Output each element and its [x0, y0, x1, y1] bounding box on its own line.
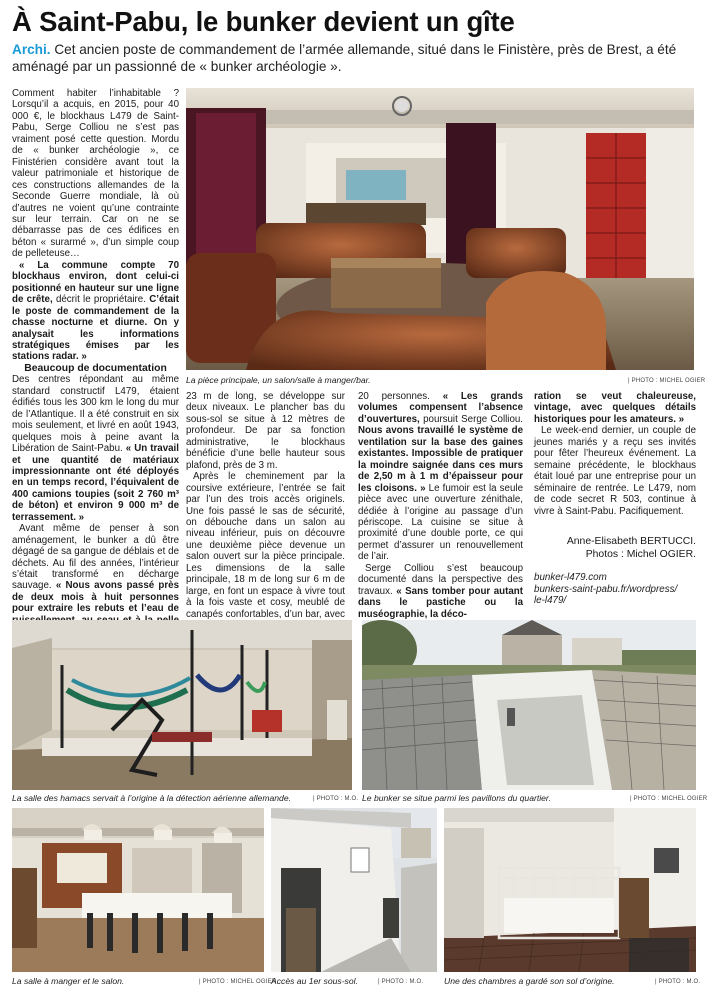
quote: « Un travail et une quantité de matériaux impressionnante ont été déployés en un temps record, l’équivalent de 400 camions toupies (soit 2 760 m³ de béton) et environ 9 000 m³ de terrassement. » — [12, 443, 179, 523]
paragraph: Le week-end dernier, un couple de jeunes mariés y a reçu ses invités pour fêter l’heureux événement. La semaine précédente, le blockhaus était loué par une entreprise pour un séminaire de rentrée. Le L479, nom de code secret R 503, continue à vivre à Saint-Pabu. Pacifiquement. — [534, 425, 696, 517]
photo-caption: Le bunker se situe parmi les pavillons du quartier. — [362, 793, 551, 803]
photo-credit: | PHOTO : M.O. — [313, 796, 359, 802]
paragraph: 23 m de long, se développe sur deux niveaux. Le plancher bas du sous-sol se situe à 12 mètres de profondeur. De par sa fonction administrative, le blockhaus bénéficie d’une belle hauteur sous plafond, près de 3 m. — [186, 391, 345, 471]
quote: « Nous avons passé près de deux mois à huit personnes pour extraire les rebuts et l’eau de — [12, 580, 179, 615]
photo-caption: La pièce principale, un salon/salle à manger/bar. — [186, 375, 371, 385]
paragraph: Comment habiter l’inhabitable ? Lorsqu’il a acquis, en 2015, pour 40 000 €, le blockhaus L479 de Saint-Pabu, Serge Colliou ne s’est pas vraiment posé cette question. Mordu de « bunker archéologie », ce Finistérien considère avant tout la valeur patrimoniale et historique de ces constructions allemandes de la Seconde Guerre mondiale, là où d’autres ne voient qu’une contrainte sur leur terrain. Car on ne se débarrasse pas de ces édifices en béton « surarmé », d’un simple coup de pelleteuse… — [12, 88, 179, 260]
author: Anne-Elisabeth BERTUCCI. — [566, 536, 696, 547]
quote: « Sans tomber pour autant dans le pastiche ou la muséographie, la déco- — [358, 585, 523, 620]
paragraph-text: Le fumoir est la seule pièce avec une ouverture zénithale, dédiée à l’origine au passage d’un périscope. La cuisine se situe à proximité d’une double porte, ce qui permet d’assurer un renouvellement de l’air. — [358, 482, 523, 563]
photo-caption: Une des chambres a gardé son sol d’origine. — [444, 976, 615, 986]
photo-caption: La salle des hamacs servait à l’origine à la détection aérienne allemande. — [12, 793, 291, 803]
photo-credit: | PHOTO : M.O. — [378, 979, 424, 985]
article-column-3 — [358, 391, 523, 620]
standfirst-text: Cet ancien poste de commandement de l’armée allemande, situé dans le Finistère, près de Brest, a été aménagé par un passionné de « bunker archéologie ». — [12, 42, 677, 74]
link[interactable]: le-l479/ — [534, 595, 567, 606]
quote-attribution: décrit le propriétaire. — [55, 294, 146, 306]
paragraph — [358, 563, 523, 620]
photo-main-living-room — [186, 88, 694, 370]
photo-credit: | PHOTO : MICHEL OGIER — [628, 378, 706, 384]
paragraph-text: Des centres répondant au même standard constructif L479, étaient édifiés tous les 300 km le long du mur de l’Atlantique. Il a été construit en six mois seulement, et livré en août 1943, quelques mois à peine avant la Libération de Saint-Pabu. — [12, 374, 179, 455]
kicker: Archi. — [12, 42, 51, 57]
quote: C’était le poste de commandement de la chasse nocturne et diurne. On y analysait les informations stratégiques émises par les stations radar. » — [12, 294, 179, 363]
photo-caption: La salle à manger et le salon. — [12, 976, 125, 986]
article-column-2 — [186, 391, 345, 643]
quote-paragraph — [12, 260, 179, 363]
quote: Nous avons travaillé le système de ventilation sur la base des gaines existantes. Impossible de pratiquer la moindre saignée dans ces murs de 2,50 m à 1 m d’épaisseur pour les cloisons. » — [358, 425, 523, 494]
quote-attribution: poursuit Serge Colliou. — [423, 413, 524, 425]
photo-caption — [271, 976, 358, 986]
caption-text: Accès au 1er sous-sol. — [271, 976, 358, 986]
photo-hamac-room — [12, 620, 352, 790]
photo-bunker-exterior — [362, 620, 696, 790]
quote-paragraph — [534, 391, 696, 425]
photo-bedroom — [444, 808, 696, 972]
photo-basement-access — [271, 808, 437, 972]
quote: ration se veut chaleureuse, vintage, avec quelques détails historiques pour les amateurs. » — [534, 391, 696, 425]
photo-credit: | PHOTO : MICHEL OGIER — [199, 979, 277, 985]
paragraph-text: 20 personnes. — [358, 391, 430, 402]
photographer: Photos : Michel OGIER. — [585, 548, 696, 560]
link[interactable]: bunkers-saint-pabu.fr/wordpress/ — [534, 583, 678, 595]
signature — [534, 536, 696, 561]
subheading: Beaucoup de documentation — [24, 362, 167, 374]
headline: À Saint-Pabu, le bunker devient un gîte — [12, 6, 515, 37]
quote: « Les grands volumes compensent l’absence d’ouvertures, — [358, 391, 523, 425]
standfirst — [12, 41, 702, 75]
paragraph-text: Avant même de penser à son aménagement, le bunker a dû être dégagé de sa gangue de déblais et de déchets. Au fil des années, l’intérieur s’était transformé en décharge sauvage. — [12, 523, 179, 592]
photo-credit: | PHOTO : M.O. — [655, 979, 701, 985]
paragraph — [358, 391, 523, 563]
article-column-1 — [12, 88, 179, 649]
photo-dining-room — [12, 808, 264, 972]
web-links — [534, 572, 696, 607]
photo-credit: | PHOTO : MICHEL OGIER — [630, 796, 708, 802]
quote: « La commune compte 70 blockhaus environ, dont celui-ci positionné en hauteur sur une ligne de crête, — [12, 259, 179, 306]
article-column-4 — [534, 391, 696, 517]
paragraph — [12, 374, 179, 523]
paragraph: Après le cheminement par la coursive extérieure, l’entrée se fait par l’un des trois accès originels. Une fois passé le sas de sécurité, on débouche dans un salon au niveau inférieur, puis on découvre une deuxième pièce devenue un salon ouvert sur la pièce principale. Les dimensions de la salle principale, 18 m de long sur 6 m de large, en font un espace à vivre tout à la fois vaste et cosy, meublé de canapés confortables, d’un bar, avec — [186, 471, 345, 620]
link[interactable]: bunker-l479.com — [534, 572, 607, 583]
paragraph-text: Serge Colliou s’est beaucoup documenté dans la perspective des travaux. — [358, 562, 523, 597]
